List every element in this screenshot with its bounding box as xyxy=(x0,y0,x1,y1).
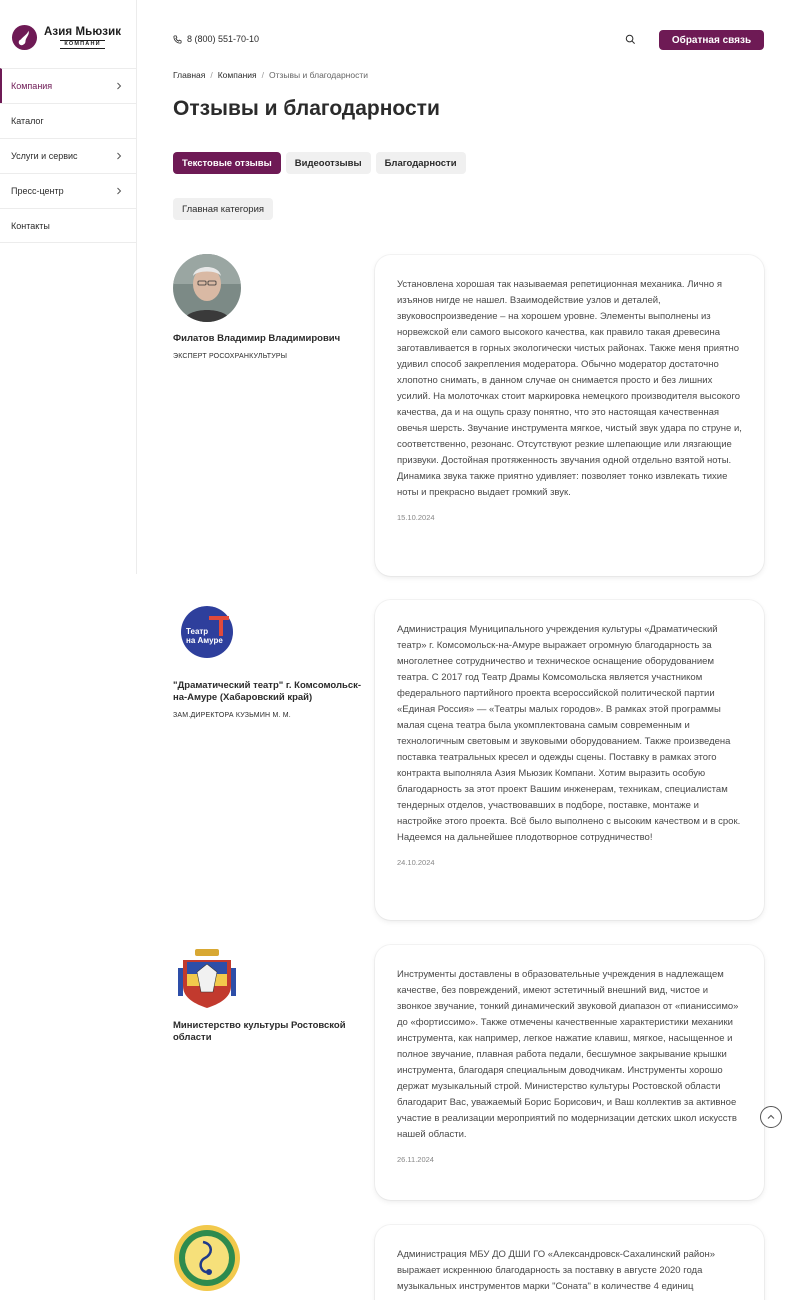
school-logo xyxy=(173,1224,241,1292)
review-card xyxy=(375,600,764,920)
sidebar-item-catalog[interactable] xyxy=(0,103,137,138)
scroll-to-top-button[interactable] xyxy=(760,1106,782,1128)
breadcrumb xyxy=(173,70,368,80)
review-card xyxy=(375,945,764,1200)
sidebar xyxy=(0,0,137,574)
review-author xyxy=(173,254,363,360)
page-title: Отзывы и благодарности xyxy=(173,97,440,120)
sidebar-item-label: Пресс-центр xyxy=(11,186,64,196)
author-photo xyxy=(173,254,241,322)
breadcrumb-home[interactable]: Главная xyxy=(173,70,206,80)
coat-of-arms-icon xyxy=(173,946,241,1014)
author-name: "Драматический театр" г. Комсомольск-на-Амуре (Хабаровский край) xyxy=(173,680,362,703)
breadcrumb-separator: / xyxy=(210,70,213,80)
breadcrumb-separator: / xyxy=(261,70,265,80)
chevron-right-icon xyxy=(115,152,123,160)
sidebar-item-label: Компания xyxy=(11,81,53,91)
review-author xyxy=(173,946,363,1044)
review-text: Администрация Муниципального учреждения культуры «Драматический театр» г. Комсомольск-на-Амуре выражает огромную благодарность за многолетнее сотрудничество и техническое оснащение оборудованием театра. С 2017 год Театр Драмы Комсомольска является участником федерального партийного проекта всероссийской политической партии «Единая Россия» — «Театры малых городов». В рамках этой программы малая сцена театра была укомплектована самым современным и технологичным световым и звуковыми оборудованием. Также произведена поставка театральных кресел и одежды сцены. Поставку в рамках этого контракта выполняла Азия Мьюзик Компани. Хотим выразить особую благодарность за этот проект Вашим инженерам, техникам, специалистам тендерных отделов, участвовавших в подборе, поставке, монтаже и настройке этого проекта. Всё было выполнено с высоким качеством и в срок. Надеемся на дальнейшее плодотворное сотрудничество! xyxy=(397,624,741,843)
sidebar-item-press[interactable] xyxy=(0,173,137,208)
phone-number: 8 (800) 551-70-10 xyxy=(187,34,260,44)
review-text: Установлена хорошая так называемая репетиционная механика. Лично я изъянов нигде не нашел. Взаимодействие узлов и деталей, звуковоспроизведение – на хорошем уровне. Элементы выполнены из норвежской ели самого высокого качества, как правило такая древесина заготавливается в горных экологически чистых районах. Также меня приятно удивил способ закрепления модератора. Обычно модератор достаточно хлопотно снимать, в данном случае он снимается просто и без лишних усилий. На молоточках стоит маркировка немецкого производителя высокого качества, да и на ощупь сразу понятно, что это настоящая качественная овечья шерсть. Звучание инструмента мягкое, чистый звук удара по струне и, соответственно, резонанс. Отсутствуют резкие шлепающие или лязгающие призвуки. Достойная протяженность звучания одной отдельно взятой ноты. Динамика звука также приятно удивляет: позволяет тонко извлекать тихие ноты и прекрасно выдает громкий звук. xyxy=(397,279,742,498)
review-date: 24.10.2024 xyxy=(397,858,435,867)
sidebar-item-contacts[interactable] xyxy=(0,208,137,243)
theatre-logo-text: на Амуре xyxy=(186,636,223,645)
tab-text-reviews[interactable]: Текстовые отзывы xyxy=(173,152,281,174)
search-icon[interactable] xyxy=(625,34,636,45)
sidebar-nav xyxy=(0,68,137,243)
sidebar-item-services[interactable] xyxy=(0,138,137,173)
review-date: 15.10.2024 xyxy=(397,513,435,522)
review-author xyxy=(173,606,363,719)
sidebar-item-label: Услуги и сервис xyxy=(11,151,78,161)
author-name: Министерство культуры Ростовской области xyxy=(173,1020,346,1043)
logo-name: Азия Мьюзик xyxy=(44,25,122,38)
sidebar-item-company[interactable] xyxy=(0,68,137,103)
theatre-logo xyxy=(173,606,241,674)
sidebar-item-label: Каталог xyxy=(11,116,44,126)
review-author xyxy=(173,1224,363,1292)
phone-link[interactable] xyxy=(173,34,259,44)
theatre-logo-text: Театр xyxy=(186,627,209,636)
review-card xyxy=(375,255,764,576)
breadcrumb-current: Отзывы и благодарности xyxy=(269,70,368,80)
category-filter-button[interactable]: Главная категория xyxy=(173,198,273,220)
breadcrumb-company[interactable]: Компания xyxy=(217,70,257,80)
review-card xyxy=(375,1225,764,1300)
sidebar-item-label: Контакты xyxy=(11,220,50,231)
chevron-right-icon xyxy=(115,82,123,90)
feedback-button[interactable]: Обратная связь xyxy=(659,30,764,50)
author-role: ЗАМ.ДИРЕКТОРА КУЗЬМИН М. М. xyxy=(173,712,291,719)
author-role: ЭКСПЕРТ РОСОХРАНКУЛЬТУРЫ xyxy=(173,353,288,360)
review-tabs xyxy=(173,152,471,174)
review-text: Инструменты доставлены в образовательные учреждения в надлежащем качестве, без повреждений, имеют эстетичный внешний вид, чистое и звонкое звучание, тонкий динамический звуковой диапазон от «пианиссимо» до «фортиссимо». Также отмечены качественные характеристики механики инструмента, как например, легкое нажатие клавиш, мягкое, насыщенное и полное звучание, плавная работа педали, бесшумное закрывание крышки инструмента, благодаря специальным доводчикам. Инструменты хорошо держат музыкальный строй. Министерство культуры Ростовской области благодарит Вас, уважаемый Борис Борисович, и Ваш коллектив за активное участие в реализации мероприятий по модернизации детских школ искусств нашей области. xyxy=(397,969,739,1140)
chevron-right-icon xyxy=(115,187,123,195)
company-logo[interactable] xyxy=(11,22,131,52)
tab-gratitudes[interactable]: Благодарности xyxy=(376,152,466,174)
review-text: Администрация МБУ ДО ДШИ ГО «Александровск-Сахалинский район» выражает искреннюю благодарность за поставку в августе 2020 года музыкальных инструментов марки "Соната" в количестве 4 единиц xyxy=(397,1249,716,1292)
phone-icon xyxy=(173,35,182,44)
review-date: 26.11.2024 xyxy=(397,1155,434,1164)
logo-icon xyxy=(11,24,38,51)
logo-subtitle: КОМПАНИ xyxy=(60,40,104,49)
tab-video-reviews[interactable]: Видеоотзывы xyxy=(286,152,371,174)
chevron-up-icon xyxy=(766,1112,776,1122)
author-name: Филатов Владимир Владимирович xyxy=(173,333,341,344)
